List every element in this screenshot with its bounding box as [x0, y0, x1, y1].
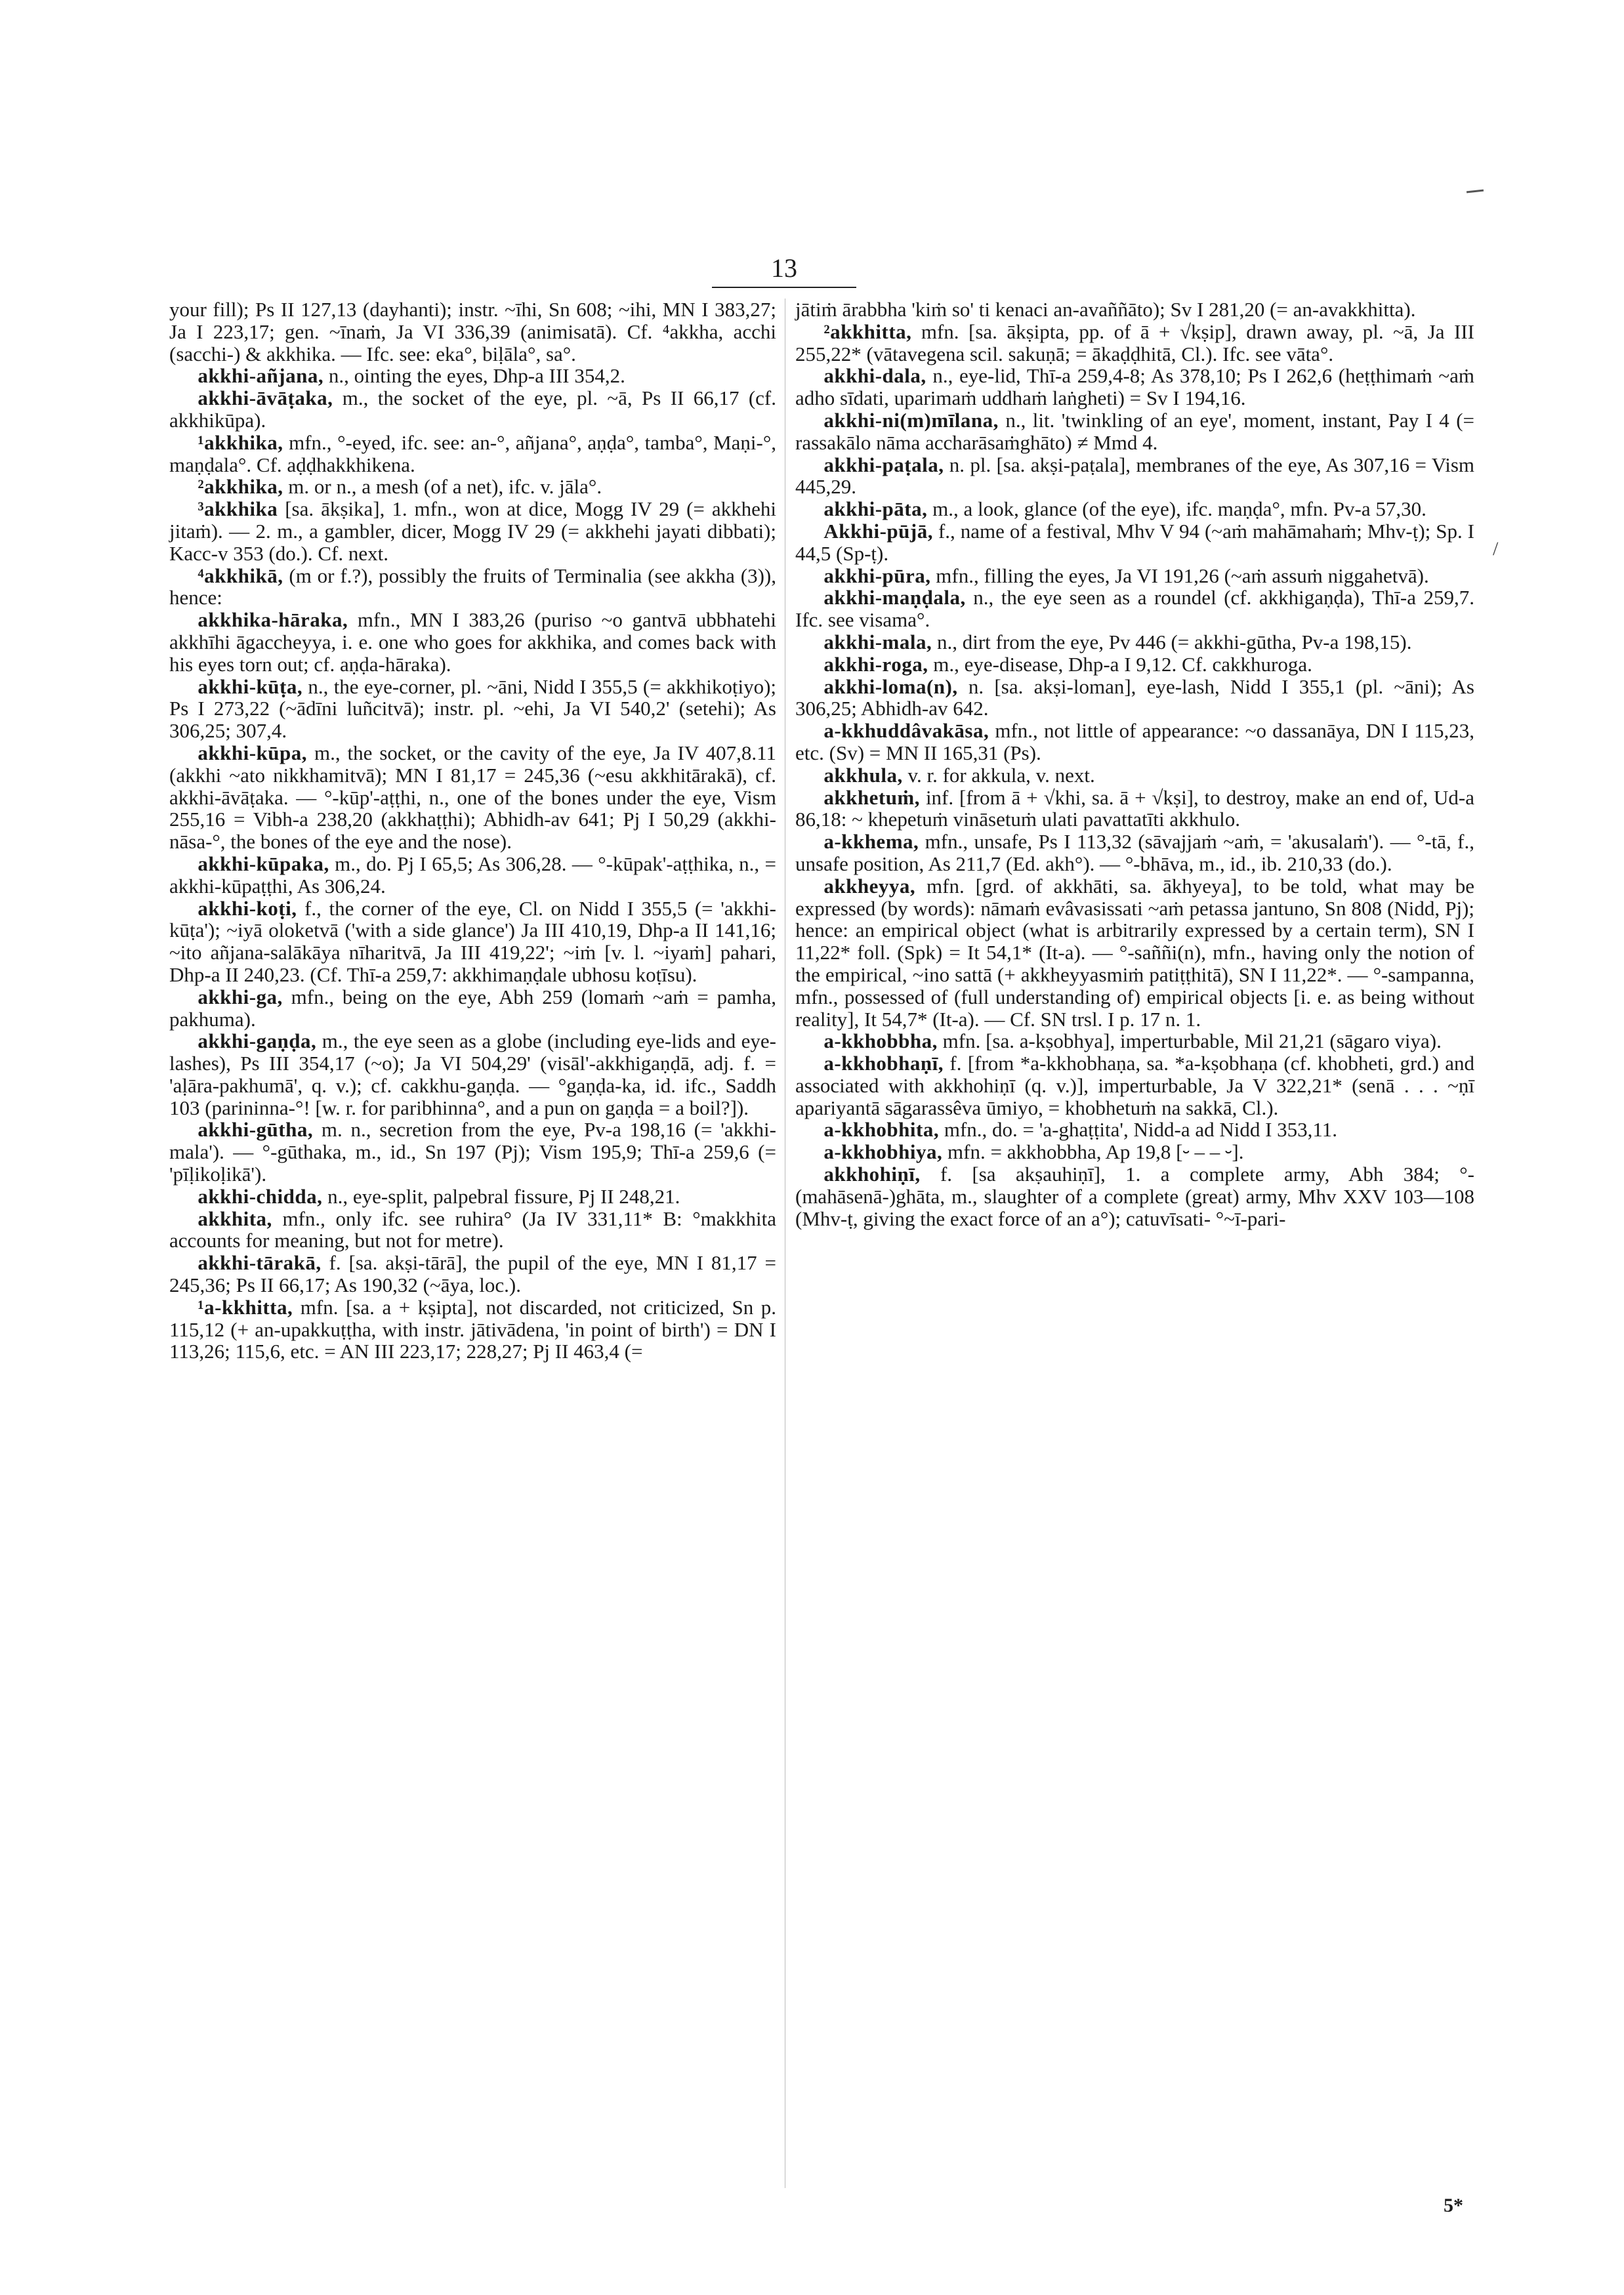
entry-text: f. [sa. akṣi-tārā], the pupil of the eye, MN I 81,17 = 245,36; Ps II 66,17; As 190,32 (~āya, loc.). — [169, 1251, 776, 1297]
dictionary-entry — [169, 1119, 776, 1185]
entry-text: m. or n., a mesh (of a net), ifc. v. jāla°. — [288, 475, 602, 499]
entry-text: n., the eye-corner, pl. ~āni, Nidd I 355,5 (= akkhikoṭiyo); Ps I 273,22 (~ādīni luñcitvā); instr. pl. ~ehi, Ja VI 540,2' (setehi); As 306,25; 307,4. — [169, 674, 777, 743]
entry-text: n. [sa. akṣi-loman], eye-lash, Nidd I 355,1 (pl. ~āni); As 306,25; Abhidh-av 642. — [795, 674, 1474, 720]
entry-text: mfn. [grd. of akkhāti, sa. ākhyeya], to be told, what may be expressed (by words): nāmaṁ evâvasissati ~aṁ petassa jantuno, Sn 808 (Nidd, Pj); hence: an empirical object (what is arbitrarily expressed by a certain term), SN I 11,22* foll. (Spk) = It 54,1* (It-a). — °-saññi(n), mfn., having only the notion of the empirical, ~ino sattā (+ akkheyyasmiṁ patiṭṭhitā), SN I 11,22*. — °-sampanna, mfn., possessed of (full understanding of) empirical objects [i. e. as being without reality], It 54,7* (It-a). — Cf. SN trsl. I p. 17 n. 1. — [795, 874, 1475, 1031]
dictionary-entry — [169, 1208, 776, 1252]
dictionary-entry — [795, 831, 1474, 875]
entry-text: mfn. [sa. ākṣipta, pp. of ā + √kṣip], drawn away, pl. ~ā, Ja III 255,22* (vātavegena scil. sakuṇā; = ākaḍḍhitā, Cl.). Ifc. see vāta°. — [795, 320, 1474, 365]
dictionary-entry — [795, 454, 1474, 499]
headword: a-kkhobhaṇī, — [823, 1052, 944, 1075]
headword: akkhi-tārakā, — [198, 1251, 322, 1275]
headword: akkhi-dala, — [823, 364, 927, 388]
entry-text: n., dirt from the eye, Pv 446 (= akkhi-gūtha, Pv-a 198,15). — [937, 630, 1412, 653]
headword: akkheyya, — [823, 874, 916, 898]
dictionary-entry — [169, 387, 776, 432]
headword: akkhi-gūtha, — [198, 1118, 314, 1142]
dictionary-entry — [169, 432, 776, 476]
entry-text: mfn., filling the eyes, Ja VI 191,26 (~aṁ assuṁ niggahetvā). — [936, 564, 1429, 587]
headword: akkhohiṇī, — [823, 1163, 921, 1186]
left-column — [169, 299, 776, 1363]
headword: akkhula, — [823, 763, 903, 787]
dictionary-entry — [169, 853, 776, 898]
dictionary-entry — [795, 764, 1474, 787]
entry-text: m., the eye seen as a globe (including eye-lids and eye-lashes), Ps III 354,17 (~o); Ja VI 504,29' (visāl'-akkhigaṇḍā, adj. f. = 'aḷāra-pakhumā', q. v.); cf. cakkhu-gaṇḍa. — °gaṇḍa-ka, id. ifc., Saddh 103 (parininna-°! [w. r. for paribhinna°, and a pun on gaṇḍa = a boil?]). — [169, 1029, 777, 1119]
dictionary-entry — [795, 1030, 1474, 1052]
headword: a-kkhobbha, — [823, 1029, 938, 1053]
headword: ³akkhika — [198, 497, 278, 521]
headword: ¹a-kkhitta, — [198, 1295, 293, 1319]
entry-text: jātiṁ ārabbha 'kiṁ so' ti kenaci an-avaññāto); Sv I 281,20 (= an-avakkhitta). — [795, 298, 1416, 321]
headword: akkhita, — [198, 1207, 272, 1230]
entry-text: mfn., being on the eye, Abh 259 (lomaṁ ~aṁ = pamha, pakhuma). — [169, 985, 777, 1031]
headword: akkhi-ni(m)mīlana, — [823, 408, 999, 432]
headword: ⁴akkhikā, — [198, 564, 283, 587]
entry-continuation — [169, 299, 776, 365]
entry-text: m., do. Pj I 65,5; As 306,28. — °-kūpak'-aṭṭhika, n., = akkhi-kūpaṭṭhi, As 306,24. — [169, 852, 776, 898]
dictionary-entry — [795, 1119, 1474, 1141]
dictionary-entry — [169, 1252, 776, 1296]
dictionary-entry — [795, 631, 1474, 653]
entry-text: (m or f.?), possibly the fruits of Terminalia (see akkha (3)), hence: — [169, 564, 776, 610]
headword: akkhi-ga, — [198, 985, 283, 1008]
headword: akkhi-āvāṭaka, — [198, 386, 333, 410]
headword: ¹akkhika, — [198, 430, 283, 454]
dictionary-entry — [169, 609, 776, 675]
entry-text: mfn., MN I 383,26 (puriso ~o gantvā ubbhatehi akkhīhi āgaccheyya, i. e. one who goes for akkhika, and comes back with his eyes torn out; cf. aṇḍa-hāraka). — [169, 608, 777, 676]
headword: a-kkhobhiya, — [823, 1140, 943, 1164]
dictionary-entry — [169, 986, 776, 1031]
dictionary-entry — [795, 875, 1474, 1031]
entry-continuation — [795, 299, 1474, 321]
entry-text: n., lit. 'twinkling of an eye', moment, instant, Pay I 4 (= rassakālo nāma accharāsaṁghāto) ≠ Mmd 4. — [795, 408, 1475, 454]
dictionary-entry — [795, 1141, 1474, 1163]
headword: akkhi-maṇḍala, — [823, 586, 966, 610]
headword: a-kkhobhita, — [823, 1118, 940, 1142]
dictionary-entry — [169, 898, 776, 986]
signature-mark: 5* — [1444, 2195, 1463, 2216]
entry-text: m. n., secretion from the eye, Pv-a 198,16 (= 'akkhi-mala'). — °-gūthaka, m., id., Sn 197 (Pj); Vism 195,9; Thī-a 259,6 (= 'pīḷikoḷikā'). — [169, 1118, 776, 1186]
entry-text: n., the eye seen as a roundel (cf. akkhigaṇḍa), Thī-a 259,7. Ifc. see visama°. — [795, 586, 1474, 632]
entry-text: mfn., only ifc. see ruhira° (Ja IV 331,11* B: °makkhita accounts for meaning, but not for metre). — [169, 1207, 776, 1252]
dictionary-entry — [795, 321, 1474, 365]
headword: akkhika-hāraka, — [198, 608, 348, 632]
dictionary-entry — [795, 587, 1474, 631]
entry-text: mfn. [sa. a + kṣipta], not discarded, not criticized, Sn p. 115,12 (+ an-upakkuṭṭha, with instr. jātivādena, 'in point of birth') = DN I 113,26; 115,6, etc. = AN III 223,17; 228,27; Pj II 463,4 (= — [169, 1295, 776, 1363]
entry-text: your fill); Ps II 127,13 (dayhanti); instr. ~īhi, Sn 608; ~ihi, MN I 383,27; Ja I 223,17; gen. ~īnaṁ, Ja VI 336,39 (animisatā). Cf. ⁴akkha, acchi (sacchi-) & akkhika. — Ifc. see: eka°, biḷāla°, sa°. — [169, 298, 776, 365]
dictionary-entry — [795, 1052, 1474, 1119]
headword: akkhi-pāta, — [823, 497, 928, 521]
right-column — [795, 299, 1474, 1230]
dictionary-entry — [795, 1163, 1474, 1230]
margin-mark: / — [1493, 538, 1499, 560]
headword: Akkhi-pūjā, — [823, 519, 933, 543]
entry-text: mfn., °-eyed, ifc. see: an-°, añjana°, aṇḍa°, tamba°, Maṇi-°, maṇḍala°. Cf. aḍḍhakkhikena. — [169, 430, 777, 476]
headword: akkhi-chidda, — [198, 1184, 323, 1208]
entry-text: v. r. for akkula, v. next. — [907, 763, 1095, 787]
entry-text: mfn., not little of appearance: ~o dassanāya, DN I 115,23, etc. (Sv) = MN II 165,31 (Ps). — [795, 719, 1475, 764]
dictionary-entry — [795, 565, 1474, 587]
entry-text: mfn. [sa. a-kṣobhya], imperturbable, Mil 21,21 (sāgaro viya). — [942, 1029, 1442, 1053]
headword: akkhi-loma(n), — [823, 674, 958, 698]
headword: akkhi-koṭi, — [198, 896, 297, 920]
headword: akkhi-kūpaka, — [198, 852, 329, 875]
page-number: 13 — [771, 253, 797, 283]
dictionary-entry — [169, 1186, 776, 1208]
headword: ²akkhika, — [198, 475, 283, 499]
headword: akkhetuṁ, — [823, 785, 921, 809]
dictionary-entry — [795, 720, 1474, 764]
headword: akkhi-gaṇḍa, — [198, 1029, 317, 1053]
header-rule — [712, 287, 856, 288]
dictionary-entry — [169, 676, 776, 742]
dictionary-entry — [795, 676, 1474, 720]
headword: a-kkhema, — [823, 830, 919, 854]
headword: akkhi-añjana, — [198, 364, 324, 388]
dictionary-entry — [169, 476, 776, 498]
stray-mark — [1467, 190, 1484, 194]
dictionary-entry — [795, 498, 1474, 520]
entry-text: n. pl. [sa. akṣi-paṭala], membranes of the eye, As 307,16 = Vism 445,29. — [795, 453, 1475, 499]
entry-text: n., ointing the eyes, Dhp-a III 354,2. — [328, 364, 625, 388]
dictionary-entry — [795, 787, 1474, 831]
dictionary-entry — [795, 365, 1474, 409]
headword: akkhi-roga, — [823, 652, 928, 676]
dictionary-entry — [795, 520, 1474, 565]
headword: akkhi-kūpa, — [198, 741, 308, 764]
headword: akkhi-mala, — [823, 630, 932, 653]
entry-text: mfn., do. = 'a-ghaṭṭita', Nidd-a ad Nidd I 353,11. — [944, 1118, 1338, 1142]
entry-text: m., eye-disease, Dhp-a I 9,12. Cf. cakkhuroga. — [933, 652, 1312, 676]
dictionary-entry — [169, 742, 776, 853]
entry-text: f., the corner of the eye, Cl. on Nidd I 355,5 (= 'akkhi-kūṭa'); ~iyā oloketvā ('with a side glance') Ja III 410,19, Dhp-a II 141,16; ~ito añjana-salākāya nīharitvā, Ja III 419,22'; ~iṁ [v. l. ~iyaṁ] pahari, Dhp-a II 240,23. (Cf. Thī-a 259,7: akkhimaṇḍale ubhosu koṭīsu). — [169, 896, 776, 986]
dictionary-entry — [169, 365, 776, 387]
entry-text: f., name of a festival, Mhv V 94 (~aṁ mahāmahaṁ; Mhv-ṭ); Sp. I 44,5 (Sp-ṭ). — [795, 519, 1475, 565]
dictionary-entry — [169, 1030, 776, 1119]
entry-text: mfn., unsafe, Ps I 113,32 (sāvajjaṁ ~aṁ, = 'akusalaṁ'). — °-tā, f., unsafe position, As 211,7 (Ed. akh°). — °-bhāva, m., id., ib. 210,33 (do.). — [795, 830, 1475, 875]
entry-text: f. [sa akṣauhiṇī], 1. a complete army, Abh 384; °-(mahāsenā-)ghāta, m., slaughter of a complete (great) army, Mhv XXV 103—108 (Mhv-ṭ, giving the exact force of an a°); catuvīsati- °~ī-pari- — [795, 1163, 1474, 1230]
dictionary-entry — [169, 1296, 776, 1363]
entry-text: m., a look, glance (of the eye), ifc. maṇḍa°, mfn. Pv-a 57,30. — [932, 497, 1426, 521]
headword: a-kkhuddâvakāsa, — [823, 719, 989, 743]
dictionary-entry — [169, 498, 776, 564]
entry-text: [sa. ākṣika], 1. mfn., won at dice, Mogg IV 29 (= akkhehi jitaṁ). — 2. m., a gambler, dicer, Mogg IV 29 (= akkhehi jayati dibbati); Kacc-v 353 (do.). Cf. next. — [169, 497, 776, 565]
entry-text: inf. [from ā + √khi, sa. ā + √kṣi], to destroy, make an end of, Ud-a 86,18: ~ khepetuṁ vināsetuṁ ulati pavattatīti akkhulo. — [795, 785, 1474, 831]
headword: akkhi-kūṭa, — [198, 674, 303, 698]
headword: ²akkhitta, — [823, 320, 912, 343]
dictionary-entry — [169, 565, 776, 610]
entry-text: m., the socket of the eye, pl. ~ā, Ps II 66,17 (cf. akkhikūpa). — [169, 386, 776, 432]
entry-text: n., eye-lid, Thī-a 259,4-8; As 378,10; Ps I 262,6 (heṭṭhimaṁ ~aṁ adho sīdati, uparimaṁ uddhaṁ laṅgheti) = Sv I 194,16. — [795, 364, 1475, 410]
entry-text: n., eye-split, palpebral fissure, Pj II 248,21. — [327, 1184, 680, 1208]
entry-text: f. [from *a-kkhobhaṇa, sa. *a-kṣobhaṇa (cf. khobheti, grd.) and associated with akkhohiṇī (q. v.)], imperturbable, Ja V 322,21* (senā . . . ~ṇī apariyantā sāgarassêva ūmiyo, = khobhetuṁ na sakkā, Cl.). — [795, 1052, 1475, 1119]
entry-text: m., the socket, or the cavity of the eye, Ja IV 407,8.11 (akkhi ~ato nikkhamitvā); MN I 81,17 = 245,36 (~esu akkhitārakā), cf. akkhi-āvāṭaka. — °-kūp'-aṭṭhi, n., one of the bones under the eye, Vism 255,16 = Vibh-a 238,20 (akkhaṭṭhi); Abhidh-av 641; Pj I 50,29 (akkhi-nāsa-°, the bones of the eye and the nose). — [169, 741, 776, 854]
dictionary-entry — [795, 653, 1474, 676]
headword: akkhi-pūra, — [823, 564, 931, 587]
headword: akkhi-paṭala, — [823, 453, 944, 476]
dictionary-entry — [795, 409, 1474, 454]
entry-text: mfn. = akkhobbha, Ap 19,8 [⏑ – – ⏑]. — [947, 1140, 1244, 1164]
